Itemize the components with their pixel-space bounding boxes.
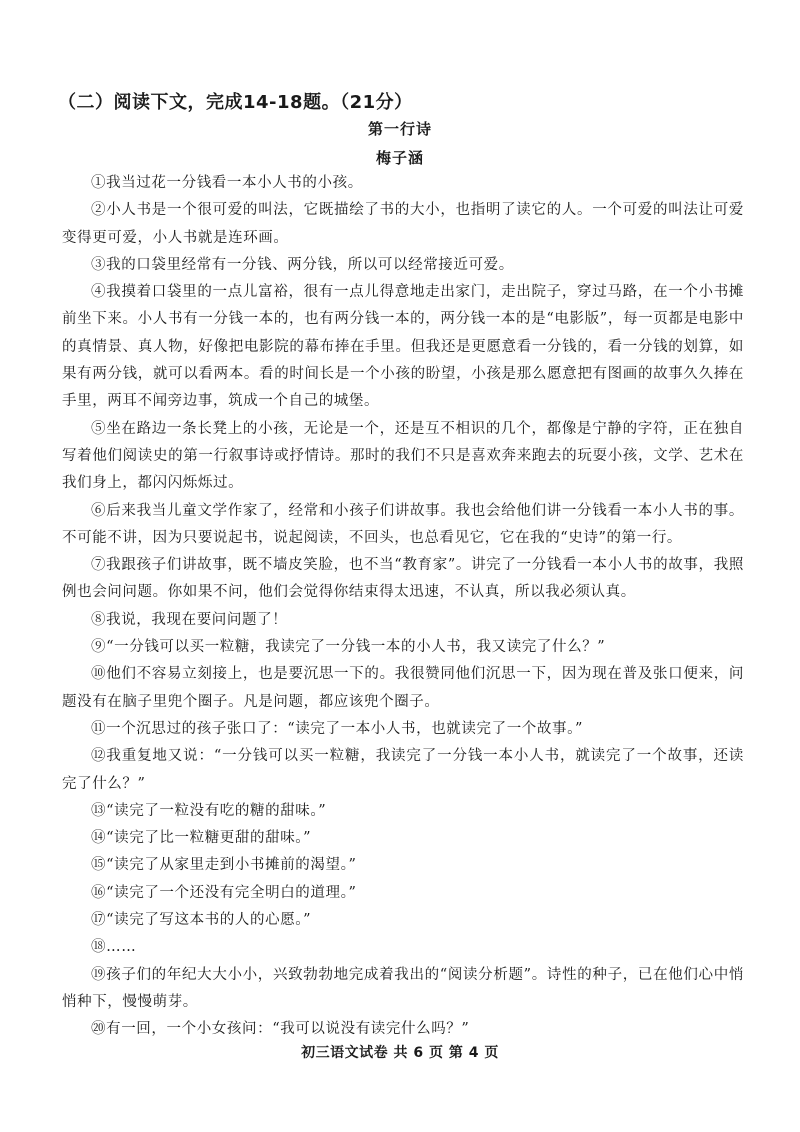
paragraph-6: ⑥后来我当儿童文学作家了，经常和小孩子们讲故事。我也会给他们讲一分钱看一本小人书的事。不可能不讲，因为只要说起书，说起阅读，不回头，也总看见它，它在我的“史诗”的第一行。 — [62, 502, 744, 546]
paragraph-1: ①我当过花一分钱看一本小人书的小孩。 — [91, 175, 363, 191]
paragraph-14: ⑭“读完了比一粒糖更甜的甜味。” — [91, 830, 312, 847]
paragraph-7: ⑦我跟孩子们讲故事，既不墙皮笑脸，也不当“教育家”。讲完了一分钱看一本小人书的故事，我照例也会问问题。你如果不问，他们会觉得你结束得太迅速，不认真，所以我必须认真。 — [62, 557, 744, 601]
paragraph-17: ⑰“读完了写这本书的人的心愿。” — [91, 912, 312, 929]
paragraph-18: ⑱…… — [91, 939, 137, 956]
article-author: 梅子涵 — [375, 149, 424, 167]
section-heading: （二）阅读下文，完成14-18题。（21分） — [58, 92, 413, 113]
page-footer: 初三语文试卷 共 6 页 第 4 页 — [301, 1045, 499, 1061]
paragraph-4: ④我摸着口袋里的一点儿富裕，很有一点儿得意地走出家门，走出院子，穿过马路，在一个小书摊前坐下来。小人书有一分钱一本的，也有两分钱一本的，两分钱一本的是“电影版”，每一页都是电影中的真情景、真人物，好像把电影院的幕布捧在手里。但我还是更愿意看一分钱的，看一分钱的划算，如果有两分钱，就可以看两本。看的时间长是一个小孩的盼望，小孩是那么愿意把有图画的故事久久捧在手里，两耳不闻旁边事，筑成一个自己的城堡。 — [62, 284, 744, 410]
paragraph-5: ⑤坐在路边一条长凳上的小孩，无论是一个，还是互不相识的几个，都像是宁静的字符，正在独自写着他们阅读史的第一行叙事诗或抒情诗。那时的我们不只是喜欢奔来跑去的玩耍小孩，文学、艺术在我们身上，都闪闪烁烁过。 — [62, 420, 744, 492]
paragraph-2: ②小人书是一个很可爱的叫法，它既描绘了书的大小，也指明了读它的人。一个可爱的叫法让可爱变得更可爱，小人书就是连环画。 — [62, 202, 744, 246]
paragraph-16: ⑯“读完了一个还没有完全明白的道理。” — [91, 884, 357, 901]
paragraph-13: ⑬“读完了一粒没有吃的糖的甜味。” — [91, 802, 327, 819]
paragraph-19: ⑲孩子们的年纪大大小小，兴致勃勃地完成着我出的“阅读分析题”。诗性的种子，已在他们心中悄悄种下，慢慢萌芽。 — [62, 966, 744, 1010]
paragraph-11: ⑪一个沉思过的孩子张口了：“读完了一本小人书，也就读完了一个故事。” — [91, 720, 583, 737]
article-title: 第一行诗 — [367, 120, 432, 138]
paragraph-9: ⑨“一分钱可以买一粒糖，我读完了一分钱一本的小人书，我又读完了什么？” — [91, 639, 606, 656]
paragraph-15: ⑮“读完了从家里走到小书摊前的渴望。” — [91, 857, 357, 874]
paragraph-10: ⑩他们不容易立刻接上，也是要沉思一下的。我很赞同他们沉思一下，因为现在普及张口便来，问题没有在脑子里兜个圈子。凡是问题，都应该兜个圈子。 — [62, 666, 744, 710]
paragraph-3: ③我的口袋里经常有一分钱、两分钱，所以可以经常接近可爱。 — [91, 256, 514, 273]
paragraph-8: ⑧我说，我现在要问问题了！ — [91, 611, 288, 628]
paragraph-20: ⑳有一回，一个小女孩问：“我可以说没有读完什么吗？” — [91, 1021, 470, 1038]
paragraph-12: ⑫我重复地又说：“一分钱可以买一粒糖，我读完了一分钱一本小人书，就读完了一个故事，还读完了什么？” — [62, 748, 744, 792]
article-body — [62, 170, 744, 1044]
